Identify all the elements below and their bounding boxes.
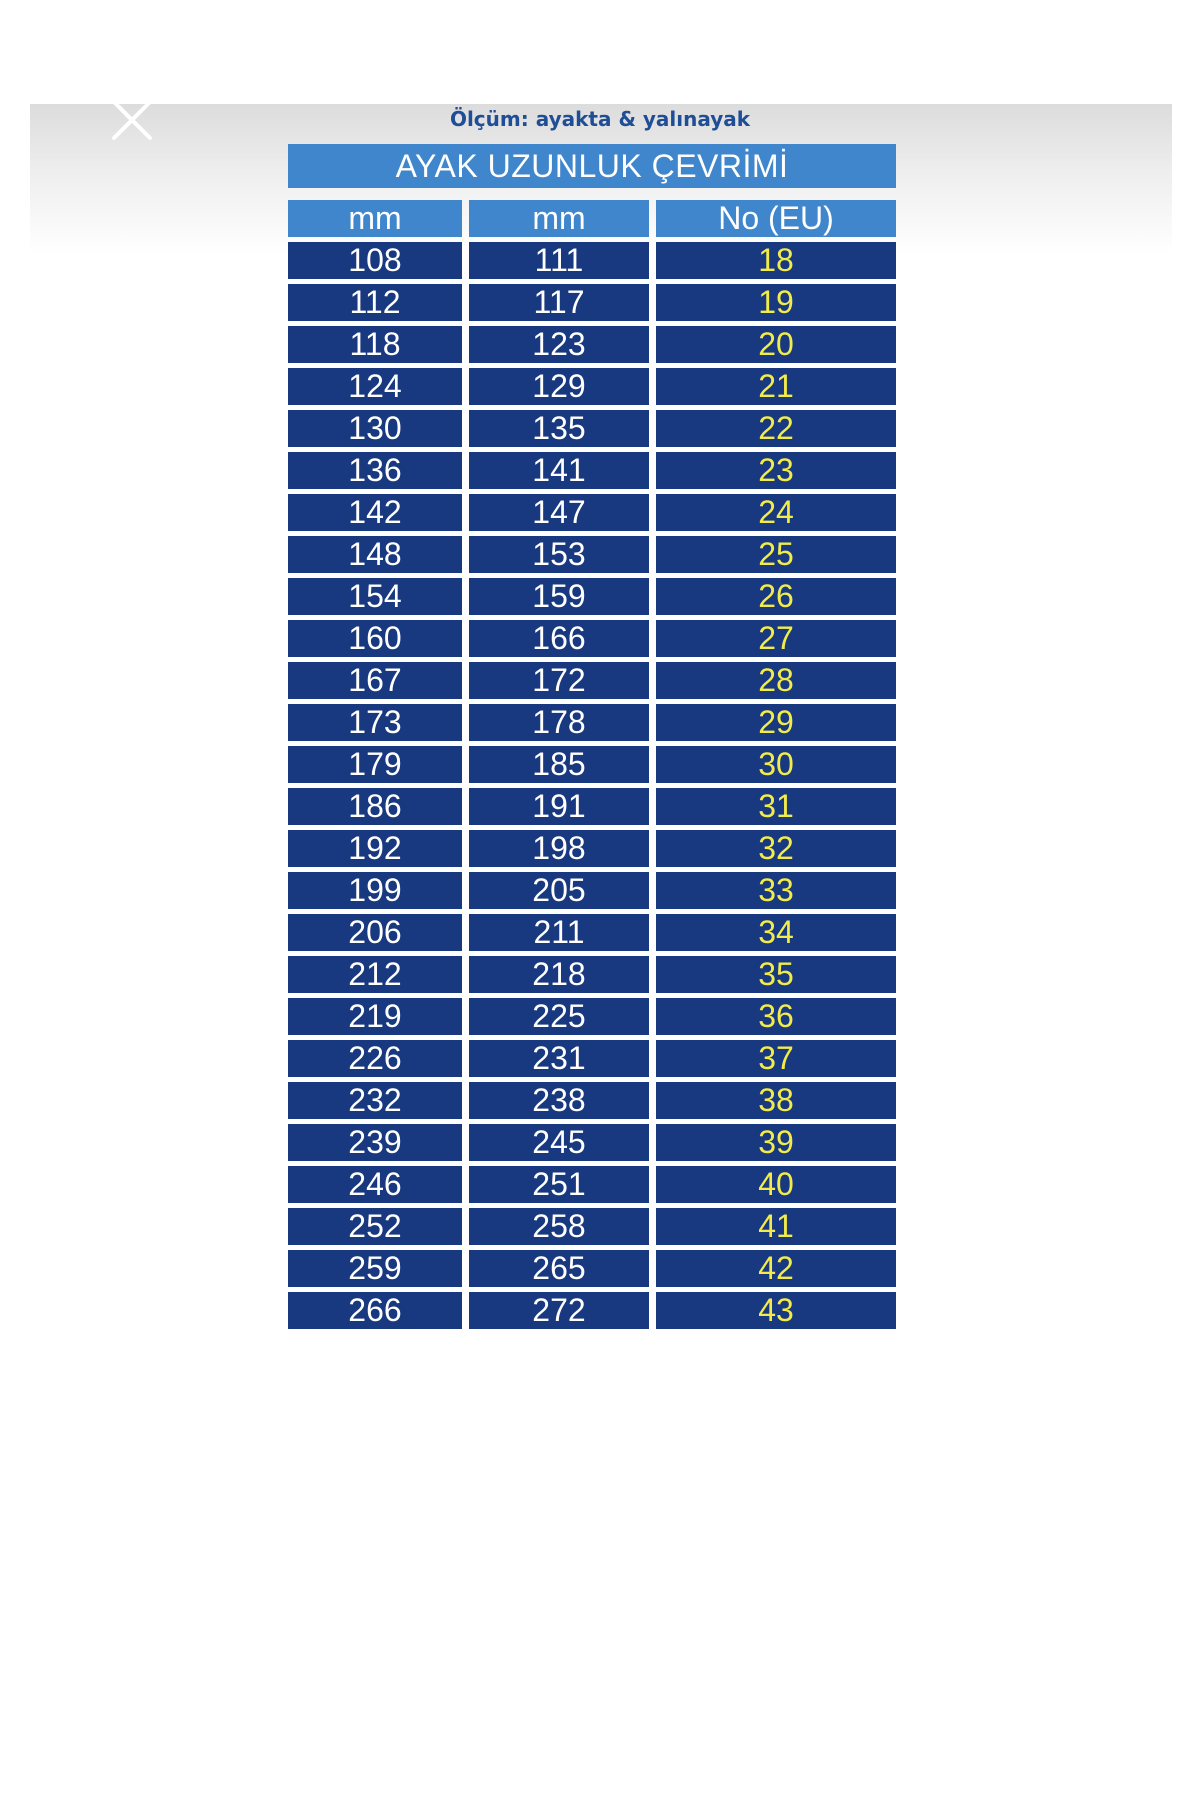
table-row — [288, 956, 896, 993]
table-row — [288, 578, 896, 615]
cell-eu-size: 39 — [656, 1124, 896, 1161]
table-row — [288, 746, 896, 783]
cell-insole-mm: 159 — [469, 578, 649, 615]
cell-eu-size: 25 — [656, 536, 896, 573]
cell-eu-size: 20 — [656, 326, 896, 363]
cell-eu-size: 28 — [656, 662, 896, 699]
table-row — [288, 704, 896, 741]
cell-foot-mm: 186 — [288, 788, 462, 825]
table-title: AYAK UZUNLUK ÇEVRİMİ — [288, 144, 896, 188]
table-row — [288, 1208, 896, 1245]
cell-eu-size: 43 — [656, 1292, 896, 1329]
column-header-eu-size: No (EU) — [656, 200, 896, 237]
cell-foot-mm: 199 — [288, 872, 462, 909]
table-row — [288, 1292, 896, 1329]
cell-foot-mm: 252 — [288, 1208, 462, 1245]
cell-insole-mm: 225 — [469, 998, 649, 1035]
table-row — [288, 872, 896, 909]
cell-eu-size: 40 — [656, 1166, 896, 1203]
cell-foot-mm: 226 — [288, 1040, 462, 1077]
cell-eu-size: 42 — [656, 1250, 896, 1287]
cell-foot-mm: 239 — [288, 1124, 462, 1161]
table-row — [288, 284, 896, 321]
table-row — [288, 410, 896, 447]
table-row — [288, 1124, 896, 1161]
cell-insole-mm: 123 — [469, 326, 649, 363]
table-row — [288, 494, 896, 531]
cell-eu-size: 41 — [656, 1208, 896, 1245]
cell-eu-size: 30 — [656, 746, 896, 783]
cell-eu-size: 35 — [656, 956, 896, 993]
cell-insole-mm: 191 — [469, 788, 649, 825]
cell-foot-mm: 206 — [288, 914, 462, 951]
cell-eu-size: 37 — [656, 1040, 896, 1077]
measurement-note: Ölçüm: ayakta & yalınayak — [449, 107, 751, 131]
cell-insole-mm: 147 — [469, 494, 649, 531]
column-header-insole-mm: mm — [469, 200, 649, 237]
table-row — [288, 662, 896, 699]
cell-insole-mm: 135 — [469, 410, 649, 447]
cell-foot-mm: 112 — [288, 284, 462, 321]
table-body — [288, 242, 896, 1329]
cell-insole-mm: 129 — [469, 368, 649, 405]
cell-eu-size: 34 — [656, 914, 896, 951]
cell-foot-mm: 173 — [288, 704, 462, 741]
cell-foot-mm: 167 — [288, 662, 462, 699]
size-conversion-table — [288, 144, 896, 1329]
cell-foot-mm: 160 — [288, 620, 462, 657]
cell-eu-size: 27 — [656, 620, 896, 657]
table-row — [288, 914, 896, 951]
cell-insole-mm: 111 — [469, 242, 649, 279]
cell-foot-mm: 259 — [288, 1250, 462, 1287]
cell-eu-size: 32 — [656, 830, 896, 867]
table-row — [288, 1040, 896, 1077]
table-row — [288, 536, 896, 573]
cell-eu-size: 18 — [656, 242, 896, 279]
cell-insole-mm: 117 — [469, 284, 649, 321]
cell-insole-mm: 211 — [469, 914, 649, 951]
cell-insole-mm: 185 — [469, 746, 649, 783]
table-row — [288, 242, 896, 279]
cell-eu-size: 29 — [656, 704, 896, 741]
cell-eu-size: 26 — [656, 578, 896, 615]
cell-eu-size: 23 — [656, 452, 896, 489]
cell-eu-size: 24 — [656, 494, 896, 531]
cell-insole-mm: 251 — [469, 1166, 649, 1203]
cell-insole-mm: 178 — [469, 704, 649, 741]
cell-foot-mm: 148 — [288, 536, 462, 573]
cell-insole-mm: 166 — [469, 620, 649, 657]
cell-foot-mm: 179 — [288, 746, 462, 783]
cell-foot-mm: 124 — [288, 368, 462, 405]
table-header-row — [288, 200, 896, 237]
table-row — [288, 620, 896, 657]
cell-foot-mm: 266 — [288, 1292, 462, 1329]
cell-insole-mm: 265 — [469, 1250, 649, 1287]
cell-foot-mm: 219 — [288, 998, 462, 1035]
cell-insole-mm: 272 — [469, 1292, 649, 1329]
cell-insole-mm: 231 — [469, 1040, 649, 1077]
cell-eu-size: 19 — [656, 284, 896, 321]
cell-foot-mm: 142 — [288, 494, 462, 531]
table-row — [288, 368, 896, 405]
cell-foot-mm: 212 — [288, 956, 462, 993]
cell-foot-mm: 108 — [288, 242, 462, 279]
cell-insole-mm: 205 — [469, 872, 649, 909]
cell-foot-mm: 192 — [288, 830, 462, 867]
cell-foot-mm: 246 — [288, 1166, 462, 1203]
table-row — [288, 326, 896, 363]
cell-foot-mm: 154 — [288, 578, 462, 615]
cell-insole-mm: 172 — [469, 662, 649, 699]
cell-insole-mm: 198 — [469, 830, 649, 867]
table-row — [288, 1082, 896, 1119]
cell-foot-mm: 118 — [288, 326, 462, 363]
table-row — [288, 452, 896, 489]
cell-eu-size: 33 — [656, 872, 896, 909]
column-header-foot-mm: mm — [288, 200, 462, 237]
cell-eu-size: 31 — [656, 788, 896, 825]
table-row — [288, 830, 896, 867]
cell-insole-mm: 258 — [469, 1208, 649, 1245]
cell-insole-mm: 245 — [469, 1124, 649, 1161]
table-row — [288, 788, 896, 825]
table-row — [288, 1250, 896, 1287]
cell-eu-size: 36 — [656, 998, 896, 1035]
cell-foot-mm: 130 — [288, 410, 462, 447]
cell-eu-size: 38 — [656, 1082, 896, 1119]
cell-eu-size: 22 — [656, 410, 896, 447]
cell-insole-mm: 141 — [469, 452, 649, 489]
cell-insole-mm: 153 — [469, 536, 649, 573]
cell-foot-mm: 136 — [288, 452, 462, 489]
cell-eu-size: 21 — [656, 368, 896, 405]
cell-insole-mm: 218 — [469, 956, 649, 993]
cell-insole-mm: 238 — [469, 1082, 649, 1119]
table-row — [288, 1166, 896, 1203]
cell-foot-mm: 232 — [288, 1082, 462, 1119]
table-row — [288, 998, 896, 1035]
